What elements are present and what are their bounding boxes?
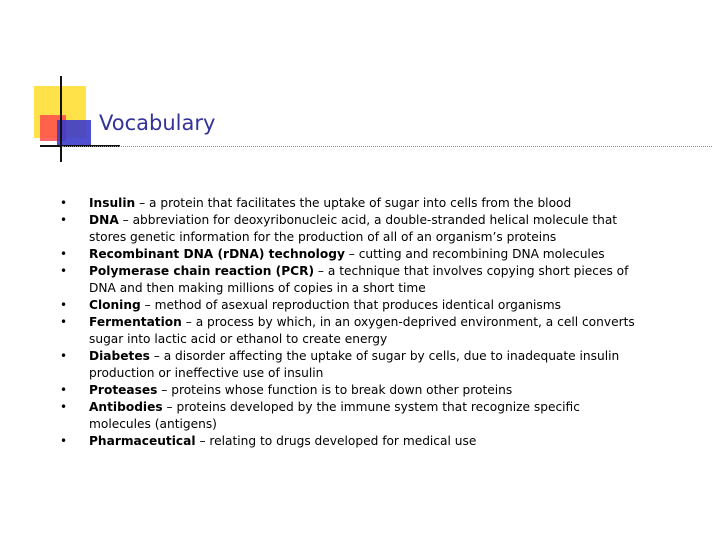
blue-square-decoration bbox=[57, 120, 91, 146]
vocabulary-definition: – a process by which, in an oxygen-deprived environment, a cell converts bbox=[185, 315, 635, 329]
vocabulary-definition: – cutting and recombining DNA molecules bbox=[348, 247, 605, 261]
bullet-icon: • bbox=[60, 298, 68, 312]
bullet-icon: • bbox=[60, 247, 68, 261]
vocabulary-definition: – proteins whose function is to break down other proteins bbox=[161, 383, 513, 397]
slide-title: Vocabulary bbox=[99, 111, 216, 135]
vocabulary-definition: DNA and then making millions of copies in a short time bbox=[89, 281, 426, 295]
list-item bbox=[60, 433, 660, 450]
bullet-icon: • bbox=[60, 400, 68, 414]
bullet-icon: • bbox=[60, 434, 68, 448]
vocabulary-term: Polymerase chain reaction (PCR) bbox=[89, 264, 315, 278]
bullet-icon: • bbox=[60, 196, 68, 210]
bullet-icon: • bbox=[60, 349, 68, 363]
bullet-icon: • bbox=[60, 315, 68, 329]
list-item bbox=[60, 314, 660, 348]
bullet-icon: • bbox=[60, 264, 68, 278]
list-item bbox=[60, 212, 660, 246]
vocabulary-term: Insulin bbox=[89, 196, 136, 210]
vocabulary-term: Pharmaceutical bbox=[89, 434, 196, 448]
list-item bbox=[60, 246, 660, 263]
vocabulary-term: Cloning bbox=[89, 298, 141, 312]
vocabulary-definition: – a disorder affecting the uptake of sugar by cells, due to inadequate insulin bbox=[153, 349, 620, 363]
vocabulary-definition: – proteins developed by the immune system that recognize specific bbox=[166, 400, 580, 414]
list-item bbox=[60, 382, 660, 399]
vocabulary-term: Antibodies bbox=[89, 400, 163, 414]
vocabulary-definition: molecules (antigens) bbox=[89, 417, 217, 431]
vocabulary-definition: – relating to drugs developed for medical use bbox=[199, 434, 477, 448]
list-item bbox=[60, 297, 660, 314]
vocabulary-term: DNA bbox=[89, 213, 119, 227]
vocabulary-definition: – a technique that involves copying short pieces of bbox=[317, 264, 629, 278]
vocabulary-term: Diabetes bbox=[89, 349, 150, 363]
vocabulary-definition: – abbreviation for deoxyribonucleic acid, a double-stranded helical molecule that bbox=[122, 213, 618, 227]
list-item bbox=[60, 263, 660, 297]
vocabulary-definition: – a protein that facilitates the uptake of sugar into cells from the blood bbox=[139, 196, 572, 210]
vocabulary-term: Fermentation bbox=[89, 315, 182, 329]
vocabulary-list bbox=[60, 195, 660, 450]
vocabulary-definition: – method of asexual reproduction that produces identical organisms bbox=[144, 298, 561, 312]
list-item bbox=[60, 348, 660, 382]
title-divider bbox=[62, 146, 712, 147]
vocabulary-term: Recombinant DNA (rDNA) technology bbox=[89, 247, 345, 261]
vertical-line-decoration bbox=[60, 76, 62, 162]
vocabulary-term: Proteases bbox=[89, 383, 158, 397]
bullet-icon: • bbox=[60, 383, 68, 397]
vocabulary-definition: production or ineffective use of insulin bbox=[89, 366, 324, 380]
bullet-icon: • bbox=[60, 213, 68, 227]
vocabulary-definition: stores genetic information for the production of all of an organism’s proteins bbox=[89, 230, 557, 244]
list-item bbox=[60, 195, 660, 212]
list-item bbox=[60, 399, 660, 433]
vocabulary-definition: sugar into lactic acid or ethanol to create energy bbox=[89, 332, 388, 346]
